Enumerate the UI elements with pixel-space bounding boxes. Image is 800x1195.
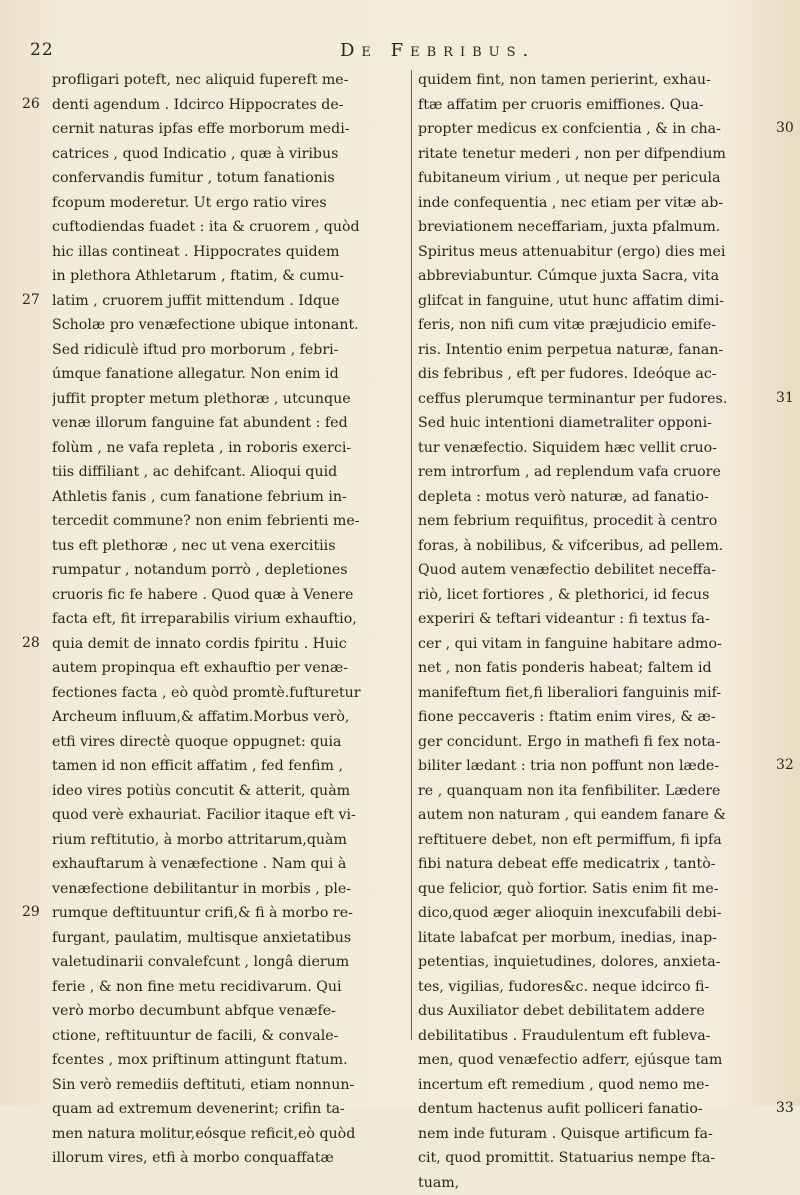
text-line: ferie , & non fine metu recidivarum. Qui xyxy=(52,975,408,1000)
margin-section-number: 28 xyxy=(22,635,40,651)
text-line: glifcat in fanguine, utut hunc affatim dimi- xyxy=(418,289,770,314)
text-line: incertum eft remedium , quod nemo me- xyxy=(418,1073,770,1098)
text-line: fibi natura debeat effe medicatrix , tantò- xyxy=(418,852,770,877)
text-line: litate labafcat per morbum, inedias, inap- xyxy=(418,926,770,951)
text-line: net , non fatis ponderis habeat; faltem id xyxy=(418,656,770,681)
text-line: Scholæ pro venæfectione ubique intonant. xyxy=(52,313,408,338)
text-line: petentias, inquietudines, dolores, anxieta- xyxy=(418,950,770,975)
text-line: cruoris fic fe habere . Quod quæ à Venere xyxy=(52,583,408,608)
text-line: ftæ affatim per cruoris emiffiones. Qua- xyxy=(418,93,770,118)
text-line: hic illas contineat . Hippocrates quidem xyxy=(52,240,408,265)
text-line: valetudinarii convalefcunt , longâ dierum xyxy=(52,950,408,975)
text-line: dis febribus , eft per fudores. Ideóque ac- xyxy=(418,362,770,387)
text-line: experiri & teftari videantur : fi textus fa- xyxy=(418,607,770,632)
text-line: autem propinqua eft exhauftio per venæ- xyxy=(52,656,408,681)
text-line: nem febrium requifitus, procedit à centro xyxy=(418,509,770,534)
text-line: men, quod venæfectio adferr, ejúsque tam xyxy=(418,1048,770,1073)
text-line: facta eft, fit irreparabilis virium exhauftio, xyxy=(52,607,408,632)
text-line: re , quanquam non ita fenfibiliter. Lædere xyxy=(418,779,770,804)
text-line: riò, licet fortiores , & plethorici, id fecus xyxy=(418,583,770,608)
text-line: rem introrfum , ad replendum vafa cruore xyxy=(418,460,770,485)
text-line: latim , cruorem juffit mittendum . Idque xyxy=(52,289,408,314)
text-line: tur venæfectio. Siquidem hæc vellit cruo- xyxy=(418,436,770,461)
text-line: reftituere debet, non eft permiffum, fi ipfa xyxy=(418,828,770,853)
text-line: verò morbo decumbunt abfque venæfe- xyxy=(52,999,408,1024)
text-line: dico,quod æger alioquin inexcufabili debi- xyxy=(418,901,770,926)
text-line: quam ad extremum devenerint; crifin ta- xyxy=(52,1097,408,1122)
text-line: tercedit commune? non enim febrienti me- xyxy=(52,509,408,534)
text-line: úmque fanatione allegatur. Non enim id xyxy=(52,362,408,387)
text-line: inde confequentia , nec etiam per vitæ ab- xyxy=(418,191,770,216)
text-line: profligari poteft, nec aliquid fupereft me- xyxy=(52,68,408,93)
text-line: nem inde futuram . Quisque artificum fa- xyxy=(418,1122,770,1147)
text-line: feris, non nifi cum vitæ præjudicio emife- xyxy=(418,313,770,338)
text-line: cer , qui vitam in fanguine habitare admo- xyxy=(418,632,770,657)
text-line: fubitaneum virium , ut neque per pericula xyxy=(418,166,770,191)
text-line: biliter lædant : tria non poffunt non læde- xyxy=(418,754,770,779)
page-number: 22 xyxy=(30,40,54,60)
text-line: folùm , ne vafa repleta , in roboris exerci- xyxy=(52,436,408,461)
text-line: foras, à nobilibus, & vifceribus, ad pellem. xyxy=(418,534,770,559)
margin-section-number: 31 xyxy=(776,390,794,406)
text-line: Sin verò remediis deftituti, etiam nonnun- xyxy=(52,1073,408,1098)
running-head: De Febribus. xyxy=(340,40,535,61)
text-line: catrices , quod Indicatio , quæ à viribus xyxy=(52,142,408,167)
text-line: Sed ridiculè iftud pro morborum , febri- xyxy=(52,338,408,363)
text-line: fcentes , mox priftinum attingunt ftatum. xyxy=(52,1048,408,1073)
margin-section-number: 32 xyxy=(776,757,794,773)
text-line: que felicior, quò fortior. Satis enim fit me- xyxy=(418,877,770,902)
text-line: autem non naturam , qui eandem fanare & xyxy=(418,803,770,828)
margin-section-number: 27 xyxy=(22,292,40,308)
text-line: tiis diffiliant , ac dehifcant. Alioqui quid xyxy=(52,460,408,485)
text-line: breviationem neceffariam, juxta pfalmum. xyxy=(418,215,770,240)
text-line: tamen id non efficit affatim , fed fenfim , xyxy=(52,754,408,779)
text-line: rium reftitutio, à morbo attritarum,quàm xyxy=(52,828,408,853)
text-line: in plethora Athletarum , ftatim, & cumu- xyxy=(52,264,408,289)
text-line: rumpatur , notandum porrò , depletiones xyxy=(52,558,408,583)
text-line: venæ illorum fanguine fat abundent : fed xyxy=(52,411,408,436)
text-line: cit, quod promittit. Statuarius nempe fta- xyxy=(418,1146,770,1171)
margin-section-number: 29 xyxy=(22,904,40,920)
text-line: furgant, paulatim, multisque anxietatibus xyxy=(52,926,408,951)
text-line: dentum hactenus aufit polliceri fanatio- xyxy=(418,1097,770,1122)
text-line: depleta : motus verò naturæ, ad fanatio- xyxy=(418,485,770,510)
text-line: tuam, xyxy=(418,1171,770,1195)
column-divider xyxy=(411,70,412,1040)
text-line: rumque deftituuntur crifi,& fi à morbo re- xyxy=(52,901,408,926)
text-line: fcopum moderetur. Ut ergo ratio vires xyxy=(52,191,408,216)
text-line: Sed huic intentioni diametraliter opponi- xyxy=(418,411,770,436)
text-line: ctione, reftituuntur de facili, & convale- xyxy=(52,1024,408,1049)
text-line: debilitatibus . Fraudulentum eft fubleva- xyxy=(418,1024,770,1049)
text-line: confervandis fumitur , totum fanationis xyxy=(52,166,408,191)
text-line: manifeftum fiet,fi liberaliori fanguinis mif- xyxy=(418,681,770,706)
text-line: exhauftarum à venæfectione . Nam qui à xyxy=(52,852,408,877)
text-line: ceffus plerumque terminantur per fudores. xyxy=(418,387,770,412)
text-line: Quod autem venæfectio debilitet neceffa- xyxy=(418,558,770,583)
margin-section-number: 33 xyxy=(776,1100,794,1116)
text-line: ritate tenetur mederi , non per difpendium xyxy=(418,142,770,167)
text-line: tus eft plethoræ , nec ut vena exercitiis xyxy=(52,534,408,559)
text-line: Spiritus meus attenuabitur (ergo) dies mei xyxy=(418,240,770,265)
text-line: fectiones facta , eò quòd promtè.fufturetur xyxy=(52,681,408,706)
text-line: illorum vires, etfi à morbo conquaffatæ xyxy=(52,1146,408,1171)
text-line: fione peccaveris : ftatim enim vires, & æ- xyxy=(418,705,770,730)
margin-section-number: 30 xyxy=(776,120,794,136)
margin-section-number: 26 xyxy=(22,96,40,112)
text-line: Athletis fanis , cum fanatione febrium in- xyxy=(52,485,408,510)
text-line: tes, vigilias, fudores&c. neque idcirco fi- xyxy=(418,975,770,1000)
text-line: propter medicus ex confcientia , & in cha- xyxy=(418,117,770,142)
text-line: Archeum influum,& affatim.Morbus verò, xyxy=(52,705,408,730)
text-line: men natura molitur,eósque reficit,eò quòd xyxy=(52,1122,408,1147)
text-line: abbreviabuntur. Cúmque juxta Sacra, vita xyxy=(418,264,770,289)
text-line: etfi vires directè quoque oppugnet: quia xyxy=(52,730,408,755)
text-line: quia demit de innato cordis fpiritu . Huic xyxy=(52,632,408,657)
text-line: dus Auxiliator debet debilitatem addere xyxy=(418,999,770,1024)
text-line: quod verè exhauriat. Facilior itaque eft vi- xyxy=(52,803,408,828)
text-line: ideo vires potiùs concutit & atterit, quàm xyxy=(52,779,408,804)
text-line: venæfectione debilitantur in morbis , ple- xyxy=(52,877,408,902)
right-text-column xyxy=(418,68,770,1195)
text-line: ger concidunt. Ergo in mathefi fi fex nota- xyxy=(418,730,770,755)
left-text-column xyxy=(52,68,408,1171)
text-line: juffit propter metum plethoræ , utcunque xyxy=(52,387,408,412)
text-line: quidem fint, non tamen perierint, exhau- xyxy=(418,68,770,93)
text-line: denti agendum . Idcirco Hippocrates de- xyxy=(52,93,408,118)
text-line: cuftodiendas fuadet : ita & cruorem , quòd xyxy=(52,215,408,240)
text-line: ris. Intentio enim perpetua naturæ, fanan- xyxy=(418,338,770,363)
text-line: cernit naturas ipfas effe morborum medi- xyxy=(52,117,408,142)
